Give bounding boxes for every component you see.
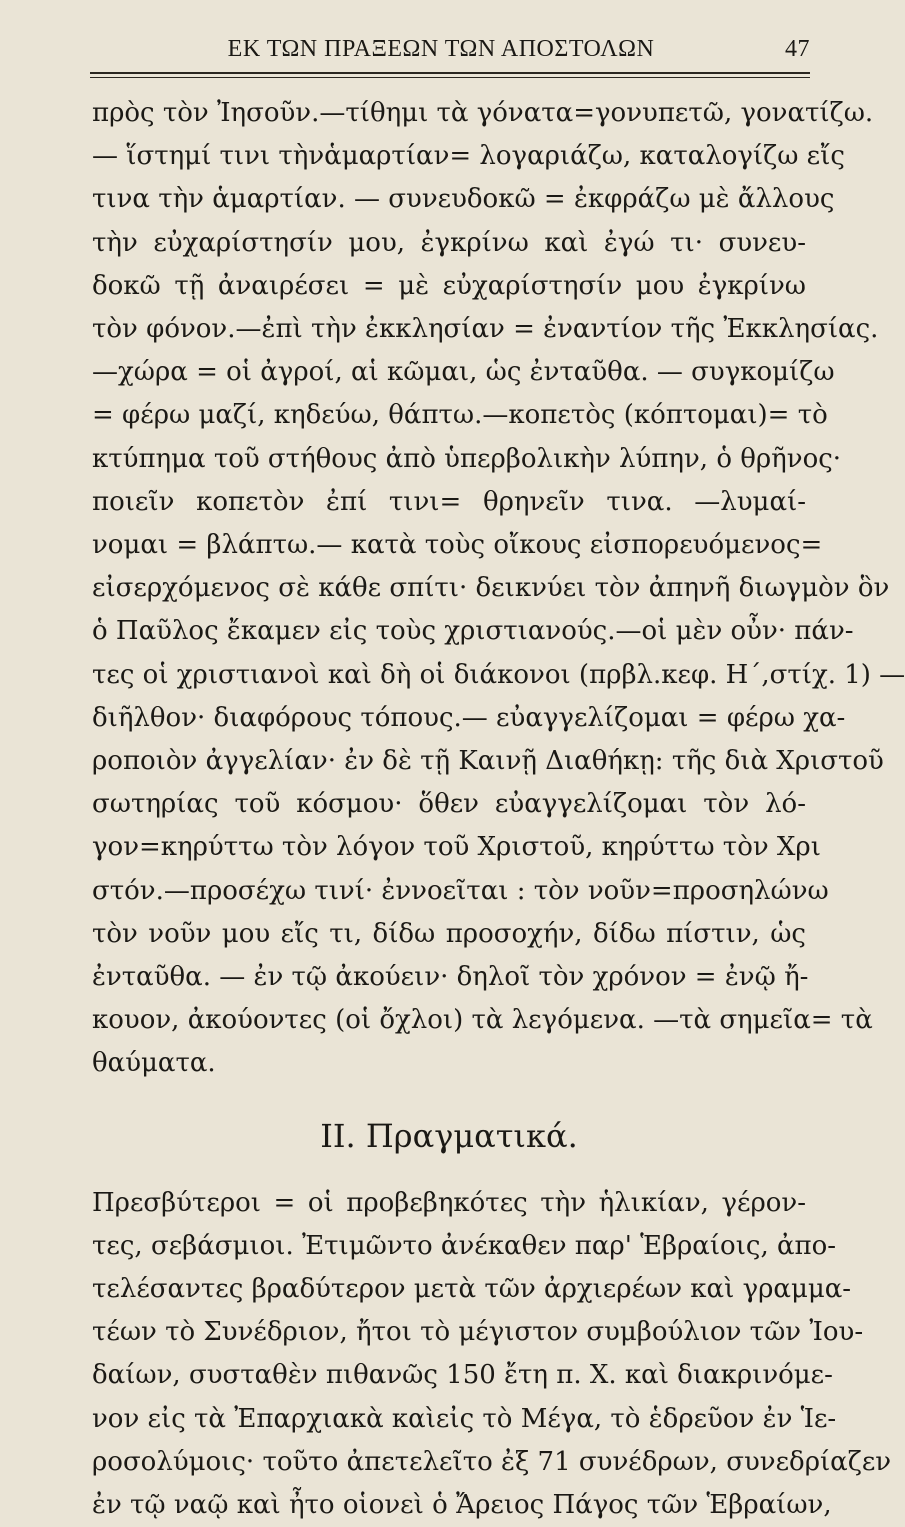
page-number: 47 xyxy=(785,36,810,62)
running-head xyxy=(92,36,810,63)
text-line: θαύματα. xyxy=(92,1048,216,1079)
text-line: δοκῶ τῇ ἀναιρέσει = μὲ εὐχαρίστησίν μου ἐγκρίνω xyxy=(92,270,806,301)
text-line: —χώρα = οἱ ἀγροί, αἱ κῶμαι, ὡς ἐνταῦθα. — συγκομίζω xyxy=(92,357,835,388)
text-line: ὁ Παῦλος ἔκαμεν εἰς τοὺς χριστιανούς.—οἱ μὲν οὖν· πάν- xyxy=(92,616,854,647)
text-line: ροποιὸν ἀγγελίαν· ἐν δὲ τῇ Καινῇ Διαθήκῃ: τῆς διὰ Χριστοῦ xyxy=(92,746,884,777)
text-line: τελέσαντες βραδύτερον μετὰ τῶν ἀρχιερέων καὶ γραμμα- xyxy=(92,1274,852,1305)
header-rule-thin xyxy=(90,77,810,78)
text-line: — ἵστημί τινι τὴνἁμαρτίαν= λογαριάζω, καταλογίζω εἴς xyxy=(92,141,845,172)
text-line: = φέρω μαζί, κηδεύω, θάπτω.—κοπετὸς (κόπτομαι)= τὸ xyxy=(92,400,828,431)
text-line: ροσολύμοις· τοῦτο ἀπετελεῖτο ἐξ 71 συνέδρων, συνεδρίαζεν xyxy=(92,1446,892,1477)
text-line: ποιεῖν κοπετὸν ἐπί τινι= θρηνεῖν τινα. —λυμαί- xyxy=(92,486,806,517)
text-line: κτύπημα τοῦ στήθους ἀπὸ ὑπερβολικὴν λύπην, ὁ θρῆνος· xyxy=(92,443,842,474)
text-line: γον=κηρύττω τὸν λόγον τοῦ Χριστοῦ, κηρύττω τὸν Χρι xyxy=(92,832,821,863)
paragraph-vocabulary xyxy=(92,92,905,1086)
header-rule xyxy=(90,72,810,74)
text-line: διῆλθον· διαφόρους τόπους.— εὐαγγελίζομαι = φέρω χα- xyxy=(92,702,846,733)
text-line: κουον, ἀκούοντες (οἱ ὄχλοι) τὰ λεγόμενα. —τὰ σημεῖα= τὰ xyxy=(92,1005,873,1036)
text-line: τες οἱ χριστιανοὶ καὶ δὴ οἱ διάκονοι (πρβλ.κεφ. Η´,στίχ. 1) — xyxy=(92,659,905,690)
text-line: ἐνταῦθα. — ἐν τῷ ἀκούειν· δηλοῖ τὸν χρόνον = ἐνῷ ἤ- xyxy=(92,962,809,993)
body-text xyxy=(92,92,905,1527)
text-line: πρὸς τὸν Ἰησοῦν.—τίθημι τὰ γόνατα=γονυπετῶ, γονατίζω. xyxy=(92,98,874,128)
text-line: νομαι = βλάπτω.— κατὰ τοὺς οἴκους εἰσπορευόμενος= xyxy=(92,530,823,561)
paragraph-realia xyxy=(92,1182,892,1527)
text-line: τινα τὴν ἁμαρτίαν. — συνευδοκῶ = ἐκφράζω μὲ ἄλλους xyxy=(92,184,835,215)
text-line: Πρεσβύτεροι = οἱ προβεβηκότες τὴν ἡλικίαν, γέρον- xyxy=(92,1187,806,1218)
text-line: τὸν νοῦν μου εἴς τι, δίδω προσοχήν, δίδω πίστιν, ὡς xyxy=(92,918,806,949)
text-line: στόν.—προσέχω τινί· ἐννοεῖται : τὸν νοῦν=προσηλώνω xyxy=(92,875,829,906)
text-line: τὴν εὐχαρίστησίν μου, ἐγκρίνω καὶ ἐγώ τι· συνευ- xyxy=(92,227,806,258)
running-head-title: ΕΚ ΤΩΝ ΠΡΑΞΕΩΝ ΤΩΝ ΑΠΟΣΤΟΛΩΝ xyxy=(227,36,655,62)
section-heading: ΙΙ. Πραγματικά. xyxy=(320,1116,578,1155)
text-line: εἰσερχόμενος σὲ κάθε σπίτι· δεικνύει τὸν ἀπηνῆ διωγμὸν ὃν xyxy=(92,573,890,604)
text-line: τες, σεβάσμιοι. Ἐτιμῶντο ἀνέκαθεν παρ' Ἑβραίοις, ἀπο- xyxy=(92,1230,837,1261)
text-line: τὸν φόνον.—ἐπὶ τὴν ἐκκλησίαν = ἐναντίον τῆς Ἐκκλησίας. xyxy=(92,314,879,345)
text-line: δαίων, συσταθὲν πιθανῶς 150 ἔτη π. Χ. καὶ διακρινόμε- xyxy=(92,1360,833,1391)
text-line: νον εἰς τὰ Ἐπαρχιακὰ καὶεἰς τὸ Μέγα, τὸ ἑδρεῦον ἐν Ἱε- xyxy=(92,1403,837,1434)
text-line: ἐν τῷ ναῷ καὶ ἦτο οἱονεὶ ὁ Ἄρειος Πάγος τῶν Ἑβραίων, xyxy=(92,1490,832,1521)
text-line: τέων τὸ Συνέδριον, ἤτοι τὸ μέγιστον συμβούλιον τῶν Ἰου- xyxy=(92,1317,864,1348)
text-line: σωτηρίας τοῦ κόσμου· ὅθεν εὐαγγελίζομαι τὸν λό- xyxy=(92,789,806,820)
